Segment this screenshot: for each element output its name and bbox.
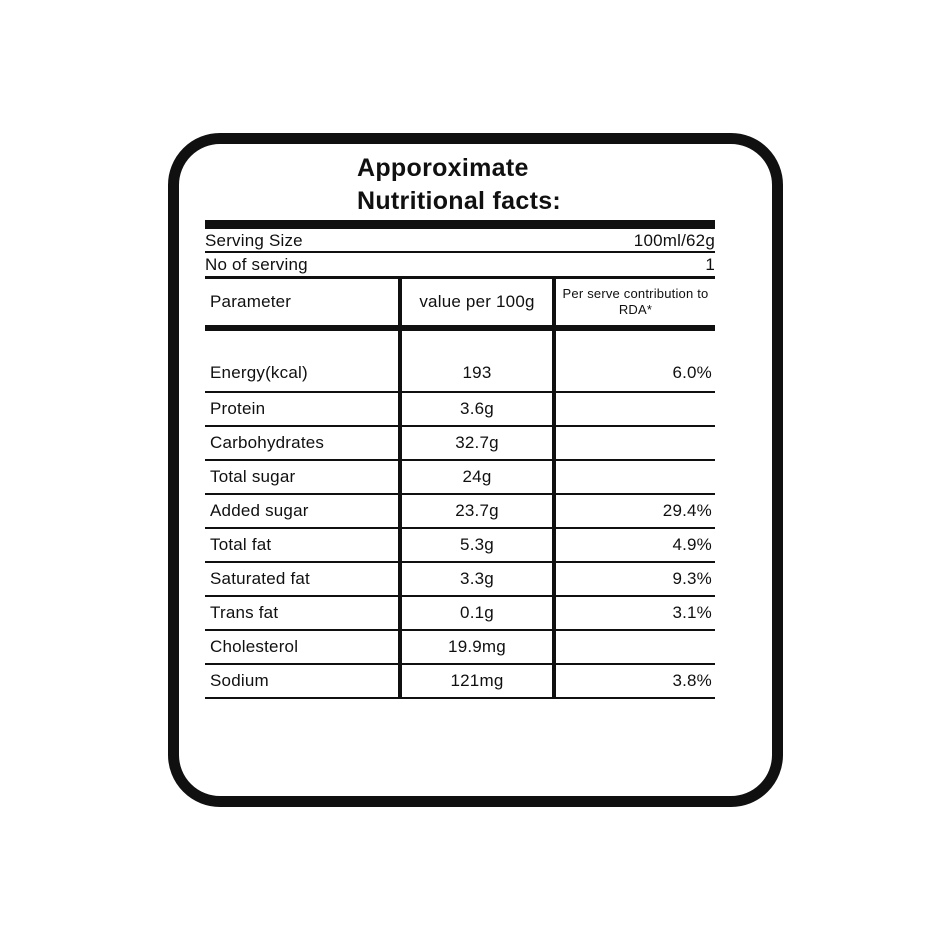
row-rda	[554, 460, 715, 494]
label-content	[205, 144, 715, 699]
table-row	[205, 562, 715, 596]
row-label: Total sugar	[205, 460, 400, 494]
label-border-box	[168, 133, 783, 807]
top-divider-bar	[205, 220, 715, 229]
header-rda: Per serve contribution to RDA*	[554, 279, 715, 328]
row-label: Energy(kcal)	[205, 328, 400, 392]
table-row	[205, 630, 715, 664]
row-value: 5.3g	[400, 528, 554, 562]
table-header-row	[205, 279, 715, 328]
table-row	[205, 392, 715, 426]
serving-size-label: Serving Size	[205, 231, 303, 250]
row-label: Carbohydrates	[205, 426, 400, 460]
table-row	[205, 528, 715, 562]
title-line-2: Nutritional facts:	[357, 187, 562, 215]
serving-size-row	[205, 229, 715, 253]
label-title	[357, 152, 715, 218]
row-rda: 4.9%	[554, 528, 715, 562]
row-rda: 29.4%	[554, 494, 715, 528]
row-rda: 3.8%	[554, 664, 715, 698]
row-label: Saturated fat	[205, 562, 400, 596]
row-label: Protein	[205, 392, 400, 426]
row-rda: 9.3%	[554, 562, 715, 596]
row-value: 24g	[400, 460, 554, 494]
serving-count-row	[205, 253, 715, 279]
row-rda: 6.0%	[554, 328, 715, 392]
row-value: 121mg	[400, 664, 554, 698]
table-row	[205, 494, 715, 528]
table-row	[205, 460, 715, 494]
row-value: 3.3g	[400, 562, 554, 596]
header-parameter: Parameter	[205, 279, 400, 328]
row-label: Trans fat	[205, 596, 400, 630]
row-rda	[554, 630, 715, 664]
serving-size-value: 100ml/62g	[633, 231, 715, 250]
row-rda: 3.1%	[554, 596, 715, 630]
row-label: Total fat	[205, 528, 400, 562]
table-row	[205, 328, 715, 392]
table-row	[205, 664, 715, 698]
row-value: 32.7g	[400, 426, 554, 460]
row-value: 19.9mg	[400, 630, 554, 664]
header-value-per-100g: value per 100g	[400, 279, 554, 328]
title-line-1: Apporoximate	[357, 154, 529, 182]
row-rda	[554, 392, 715, 426]
serving-count-value: 1	[705, 254, 715, 274]
row-label: Added sugar	[205, 494, 400, 528]
row-value: 23.7g	[400, 494, 554, 528]
row-value: 193	[400, 328, 554, 392]
row-label: Sodium	[205, 664, 400, 698]
nutrition-table	[205, 279, 715, 699]
serving-count-label: No of serving	[205, 254, 308, 274]
row-rda	[554, 426, 715, 460]
table-row	[205, 426, 715, 460]
row-value: 0.1g	[400, 596, 554, 630]
table-row	[205, 596, 715, 630]
row-label: Cholesterol	[205, 630, 400, 664]
row-value: 3.6g	[400, 392, 554, 426]
